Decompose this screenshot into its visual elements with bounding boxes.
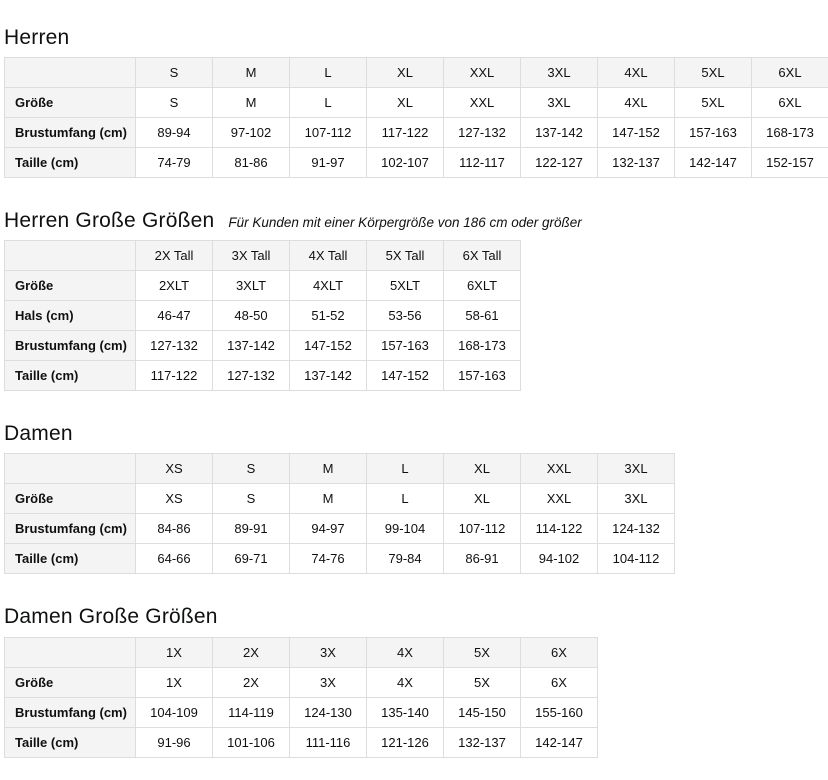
size-value-cell: 86-91 [444, 544, 521, 574]
corner-cell [5, 58, 136, 88]
column-header: M [290, 454, 367, 484]
size-value-cell: 137-142 [290, 361, 367, 391]
size-value-cell: 94-102 [521, 544, 598, 574]
size-value-cell: 107-112 [290, 118, 367, 148]
size-value-cell: 147-152 [367, 361, 444, 391]
column-header: 3XL [521, 58, 598, 88]
section-title-row [4, 605, 824, 629]
size-value-cell: 117-122 [367, 118, 444, 148]
column-header: 3X Tall [213, 241, 290, 271]
size-value-cell: 102-107 [367, 148, 444, 178]
size-value-cell: 5XL [675, 88, 752, 118]
column-header: S [213, 454, 290, 484]
size-value-cell: 124-130 [290, 697, 367, 727]
column-header-row [5, 637, 598, 667]
column-header: 3XL [598, 454, 675, 484]
column-header: 5X [444, 637, 521, 667]
size-value-cell: 127-132 [213, 361, 290, 391]
size-value-cell: 168-173 [444, 331, 521, 361]
row-label: Brustumfang (cm) [5, 118, 136, 148]
size-value-cell: 104-109 [136, 697, 213, 727]
size-value-cell: 3XL [521, 88, 598, 118]
size-value-cell: XXL [521, 484, 598, 514]
size-chart-section-herren-grosse-groessen [4, 209, 824, 391]
size-value-cell: 132-137 [444, 727, 521, 757]
size-value-cell: 3XL [598, 484, 675, 514]
size-value-cell: 6XL [752, 88, 828, 118]
size-value-cell: 81-86 [213, 148, 290, 178]
size-table [4, 240, 521, 391]
size-charts [4, 26, 824, 758]
column-header: 2X [213, 637, 290, 667]
table-row [5, 667, 598, 697]
size-value-cell: 157-163 [367, 331, 444, 361]
section-title: Herren Große Größen [4, 209, 215, 233]
size-value-cell: 101-106 [213, 727, 290, 757]
section-title-row [4, 209, 824, 233]
size-value-cell: 147-152 [598, 118, 675, 148]
size-value-cell: 157-163 [675, 118, 752, 148]
size-table [4, 637, 598, 758]
size-value-cell: 1X [136, 667, 213, 697]
size-value-cell: 89-94 [136, 118, 213, 148]
column-header: 5X Tall [367, 241, 444, 271]
size-value-cell: 114-119 [213, 697, 290, 727]
size-value-cell: 2XLT [136, 271, 213, 301]
column-header: 4X [367, 637, 444, 667]
size-value-cell: 137-142 [213, 331, 290, 361]
size-value-cell: 5XLT [367, 271, 444, 301]
column-header: 6X Tall [444, 241, 521, 271]
size-value-cell: 89-91 [213, 514, 290, 544]
row-label: Taille (cm) [5, 361, 136, 391]
size-value-cell: 84-86 [136, 514, 213, 544]
table-row [5, 88, 828, 118]
size-value-cell: 132-137 [598, 148, 675, 178]
size-table [4, 57, 828, 178]
size-value-cell: L [290, 88, 367, 118]
row-label: Taille (cm) [5, 544, 136, 574]
row-label: Größe [5, 484, 136, 514]
row-label: Brustumfang (cm) [5, 697, 136, 727]
size-value-cell: 58-61 [444, 301, 521, 331]
row-label: Größe [5, 271, 136, 301]
size-value-cell: 127-132 [136, 331, 213, 361]
corner-cell [5, 454, 136, 484]
column-header: 1X [136, 637, 213, 667]
row-label: Hals (cm) [5, 301, 136, 331]
size-value-cell: 168-173 [752, 118, 828, 148]
size-value-cell: 3XLT [213, 271, 290, 301]
size-value-cell: 64-66 [136, 544, 213, 574]
size-value-cell: M [213, 88, 290, 118]
section-title: Damen [4, 422, 73, 446]
column-header: M [213, 58, 290, 88]
size-value-cell: 155-160 [521, 697, 598, 727]
size-value-cell: 142-147 [675, 148, 752, 178]
size-value-cell: S [136, 88, 213, 118]
size-value-cell: 135-140 [367, 697, 444, 727]
size-value-cell: 111-116 [290, 727, 367, 757]
size-value-cell: L [367, 484, 444, 514]
column-header: 6XL [752, 58, 828, 88]
table-row [5, 148, 828, 178]
size-value-cell: S [213, 484, 290, 514]
table-row [5, 544, 675, 574]
size-value-cell: 124-132 [598, 514, 675, 544]
size-value-cell: 104-112 [598, 544, 675, 574]
size-value-cell: 122-127 [521, 148, 598, 178]
table-row [5, 271, 521, 301]
size-value-cell: 157-163 [444, 361, 521, 391]
size-value-cell: 114-122 [521, 514, 598, 544]
size-value-cell: 91-96 [136, 727, 213, 757]
row-label: Brustumfang (cm) [5, 331, 136, 361]
column-header: L [290, 58, 367, 88]
table-row [5, 331, 521, 361]
size-value-cell: 6XLT [444, 271, 521, 301]
size-value-cell: 127-132 [444, 118, 521, 148]
table-row [5, 301, 521, 331]
row-label: Taille (cm) [5, 727, 136, 757]
column-header: 4X Tall [290, 241, 367, 271]
row-label: Taille (cm) [5, 148, 136, 178]
corner-cell [5, 241, 136, 271]
size-value-cell: 74-79 [136, 148, 213, 178]
column-header: S [136, 58, 213, 88]
size-value-cell: 3X [290, 667, 367, 697]
size-chart-section-damen [4, 422, 824, 574]
section-title-row [4, 422, 824, 446]
size-value-cell: 53-56 [367, 301, 444, 331]
size-chart-section-herren [4, 26, 824, 178]
size-value-cell: 6X [521, 667, 598, 697]
size-chart-section-damen-grosse-groessen [4, 605, 824, 757]
size-value-cell: 48-50 [213, 301, 290, 331]
size-value-cell: XS [136, 484, 213, 514]
size-value-cell: 117-122 [136, 361, 213, 391]
column-header: 6X [521, 637, 598, 667]
row-label: Größe [5, 667, 136, 697]
size-value-cell: 94-97 [290, 514, 367, 544]
size-value-cell: 112-117 [444, 148, 521, 178]
size-value-cell: 5X [444, 667, 521, 697]
size-value-cell: 152-157 [752, 148, 828, 178]
table-row [5, 118, 828, 148]
size-value-cell: 121-126 [367, 727, 444, 757]
column-header-row [5, 58, 828, 88]
column-header: 3X [290, 637, 367, 667]
size-value-cell: 99-104 [367, 514, 444, 544]
size-value-cell: 142-147 [521, 727, 598, 757]
size-value-cell: XL [367, 88, 444, 118]
size-value-cell: 46-47 [136, 301, 213, 331]
row-label: Größe [5, 88, 136, 118]
section-title: Damen Große Größen [4, 605, 218, 629]
column-header-row [5, 454, 675, 484]
table-row [5, 697, 598, 727]
column-header: XL [367, 58, 444, 88]
section-subtitle: Für Kunden mit einer Körpergröße von 186 cm oder größer [228, 215, 582, 231]
column-header: 5XL [675, 58, 752, 88]
size-value-cell: 2X [213, 667, 290, 697]
size-value-cell: XL [444, 484, 521, 514]
column-header: 2X Tall [136, 241, 213, 271]
size-value-cell: 147-152 [290, 331, 367, 361]
column-header: XXL [444, 58, 521, 88]
size-value-cell: XXL [444, 88, 521, 118]
column-header: XXL [521, 454, 598, 484]
size-table [4, 453, 675, 574]
column-header: 4XL [598, 58, 675, 88]
corner-cell [5, 637, 136, 667]
section-title: Herren [4, 26, 70, 49]
size-value-cell: 145-150 [444, 697, 521, 727]
size-value-cell: M [290, 484, 367, 514]
column-header-row [5, 241, 521, 271]
size-value-cell: 4XL [598, 88, 675, 118]
section-title-row [4, 26, 824, 50]
size-value-cell: 51-52 [290, 301, 367, 331]
table-row [5, 361, 521, 391]
size-value-cell: 97-102 [213, 118, 290, 148]
size-value-cell: 79-84 [367, 544, 444, 574]
table-row [5, 484, 675, 514]
column-header: XL [444, 454, 521, 484]
column-header: XS [136, 454, 213, 484]
table-row [5, 727, 598, 757]
size-value-cell: 69-71 [213, 544, 290, 574]
size-value-cell: 4X [367, 667, 444, 697]
table-row [5, 514, 675, 544]
size-value-cell: 137-142 [521, 118, 598, 148]
column-header: L [367, 454, 444, 484]
size-value-cell: 91-97 [290, 148, 367, 178]
size-value-cell: 107-112 [444, 514, 521, 544]
size-value-cell: 74-76 [290, 544, 367, 574]
row-label: Brustumfang (cm) [5, 514, 136, 544]
size-value-cell: 4XLT [290, 271, 367, 301]
